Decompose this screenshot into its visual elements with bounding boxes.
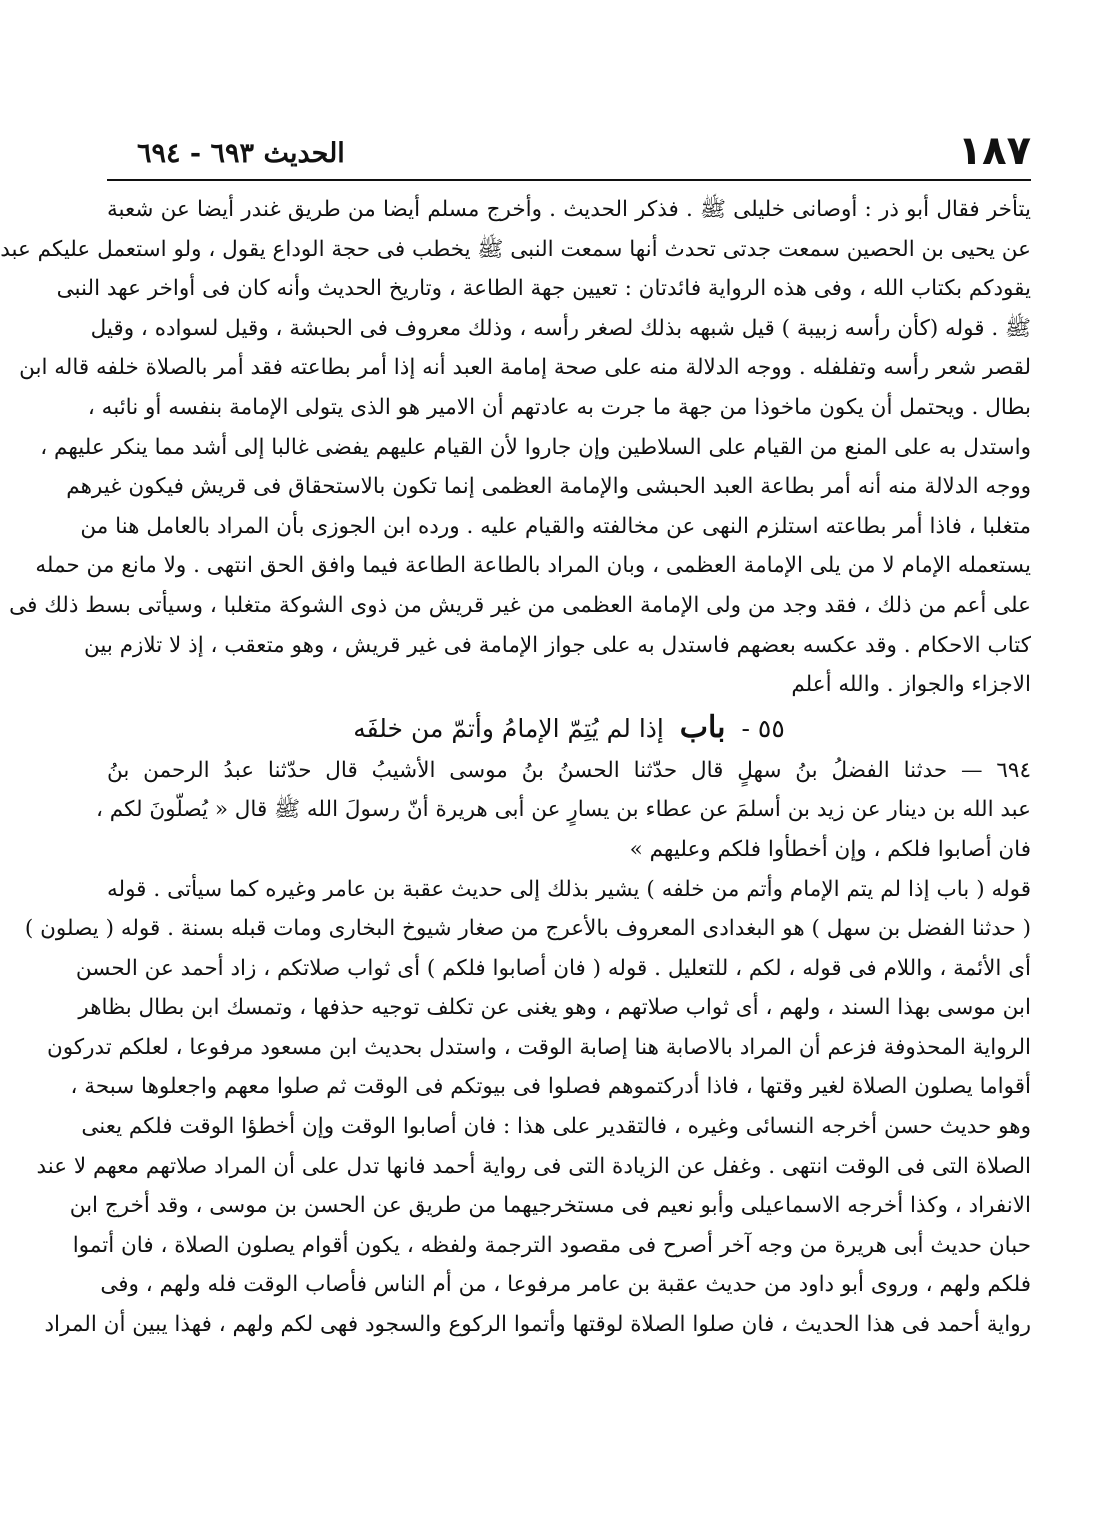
text-line: كتاب الاحكام . وقد عكسه بعضهم فاستدل به على جواز الإمامة فى غير قريش ، وهو متعقب ، إذ لا تلازم بين	[84, 632, 1031, 658]
text-line: قوله ( باب إذا لم يتم الإمام وأتم من خلفه ) يشير بذلك إلى حديث عقبة بن عامر وغيره كما سيأتى . قوله	[107, 876, 1031, 902]
hadith-line: ٦٩٤ — حدثنا الفضلُ بنُ سهلٍ قال حدّثنا الحسنُ بنُ موسى الأشيبُ قال حدّثنا عبدُ الرحمن بنُ	[107, 757, 1031, 783]
text-line: على أعم من ذلك ، فقد وجد من ولى الإمامة العظمى من غير قريش من ذوى الشوكة متغلبا ، وسيأتى بسط ذلك فى	[9, 592, 1031, 618]
text-line: بطال . ويحتمل أن يكون ماخوذا من جهة ما جرت به عادتهم أن الامير هو الذى يتولى الإمامة بنفسه أو نائبه ،	[87, 394, 1031, 420]
text-line: فلكم ولهم ، وروى أبو داود من حديث عقبة بن عامر مرفوعا ، من أم الناس فأصاب الوقت فله ولهم ، وفى	[100, 1272, 1031, 1298]
page-number: ١٨٧	[957, 128, 1031, 174]
text-line: واستدل به على المنع من القيام على السلاطين وإن جاروا لأن القيام عليهم يفضى غالبا إلى أشد مما ينكر عليهم ،	[40, 434, 1031, 460]
text-line: ابن موسى بهذا السند ، ولهم ، أى ثواب صلاتهم ، وهو يغنى عن تكلف توجيه حذفها ، وتمسك ابن بطال بظاهر	[78, 995, 1031, 1021]
text-line: الاجزاء والجواز . والله أعلم	[791, 672, 1031, 698]
text-line: الصلاة التى فى الوقت انتهى . وغفل عن الزيادة التى فى رواية أحمد فانها تدل على أن المراد صلاتهم معهم لا عند	[36, 1153, 1031, 1179]
chapter-title: إذا لم يُتِمّ الإمامُ وأتمّ من خلفَه	[353, 713, 664, 743]
text-line: لقصر شعر رأسه وتفلفله . ووجه الدلالة منه على صحة إمامة العبد أنه إذا أمر بطاعته فقد أمر بالصلاة خلفه قاله ابن	[19, 355, 1031, 381]
chapter-heading	[107, 705, 1031, 751]
hadith-text	[96, 751, 1031, 870]
text-line: حبان حديث أبى هريرة من وجه آخر أصرح فى مقصود الترجمة ولفظه ، يكون أقوام يصلون الصلاة ، فان أتموا	[72, 1232, 1031, 1258]
book-page	[0, 112, 1031, 1512]
text-line: أى الأئمة ، واللام فى قوله ، لكم ، للتعليل . قوله ( فان أصابوا فلكم ) أى ثواب صلاتكم ، زاد أحمد عن الحسن	[75, 955, 1031, 981]
text-line: ووجه الدلالة منه أنه أمر بطاعة العبد الحبشى والإمامة العظمى إنما تكون بالاستحقاق فى قريش فيكون غيرهم	[66, 474, 1031, 500]
text-line: متغلبا ، فاذا أمر بطاعته استلزم النهى عن مخالفته والقيام عليه . ورده ابن الجوزى بأن المراد بالعامل هنا من	[80, 513, 1031, 539]
chapter-label: باب	[679, 709, 726, 745]
text-line: وهو حديث حسن أخرجه النسائى وغيره ، فالتقدير على هذا : فان أصابوا الوقت وإن أخطؤا الوقت فلكم يعنى	[81, 1114, 1031, 1140]
chapter-number: ٥٥ -	[741, 713, 785, 743]
text-line: عن يحيى بن الحصين سمعت جدتى تحدث أنها سمعت النبى ﷺ يخطب فى حجة الوداع يقول ، ولو استعمل عليكم عبد	[0, 236, 1031, 262]
header-rule	[107, 179, 1031, 181]
page-header	[107, 112, 1031, 182]
text-line: رواية أحمد فى هذا الحديث ، فان صلوا الصلاة لوقتها وأتموا الركوع والسجود فهى لكم ولهم ، فهذا يبين أن المراد	[44, 1312, 1031, 1338]
hadith-line: عبد الله بن دينار عن زيد بن أسلمَ عن عطاء بن يسارٍ عن أبى هريرة أنّ رسولَ الله ﷺ قال « يُصلّونَ لكم ،	[96, 797, 1031, 823]
page-body	[0, 190, 1031, 1345]
text-line: الرواية المحذوفة فزعم أن المراد بالاصابة هنا إصابة الوقت ، واستدل بحديث ابن مسعود مرفوعا ، لعلكم تدركون	[46, 1034, 1031, 1060]
text-line: ﷺ . قوله (كأن رأسه زبيبة ) قيل شبهه بذلك لصغر رأسه ، وذلك معروف فى الحبشة ، وقيل لسواده ، وقيل	[90, 315, 1031, 341]
hadith-line: فان أصابوا فلكم ، وإن أخطأوا فلكم وعليهم »	[629, 836, 1031, 862]
text-line: أقواما يصلون الصلاة لغير وقتها ، فاذا أدركتموهم فصلوا فى بيوتكم فى الوقت ثم صلوا معهم واجعلوها سبحة ،	[70, 1074, 1031, 1100]
text-line: ( حدثنا الفضل بن سهل ) هو البغدادى المعروف بالأعرج من صغار شيوخ البخارى ومات قبله بسنة . قوله ( يصلون )	[24, 916, 1031, 942]
text-line: يقودكم بكتاب الله ، وفى هذه الرواية فائدتان : تعيين جهة الطاعة ، وتاريخ الحديث وأنه كان فى أواخر عهد النبى	[56, 276, 1031, 302]
text-line: يتأخر فقال أبو ذر : أوصانى خليلى ﷺ . فذكر الحديث . وأخرج مسلم أيضا من طريق غندر أيضا عن شعبة	[107, 197, 1031, 222]
text-line: يستعمله الإمام لا من يلى الإمامة العظمى ، وبان المراد بالطاعة الطاعة فيما وافق الحق انتهى . ولا مانع من حمله	[35, 553, 1031, 579]
text-line: الانفراد ، وكذا أخرجه الاسماعيلى وأبو نعيم فى مستخرجيهما من طريق عن الحسن بن موسى ، وقد أخرج ابن	[69, 1193, 1031, 1219]
running-title: الحديث ٦٩٣ - ٦٩٤	[137, 138, 345, 169]
commentary-block-2	[24, 870, 1031, 1345]
commentary-block-1	[0, 190, 1031, 705]
